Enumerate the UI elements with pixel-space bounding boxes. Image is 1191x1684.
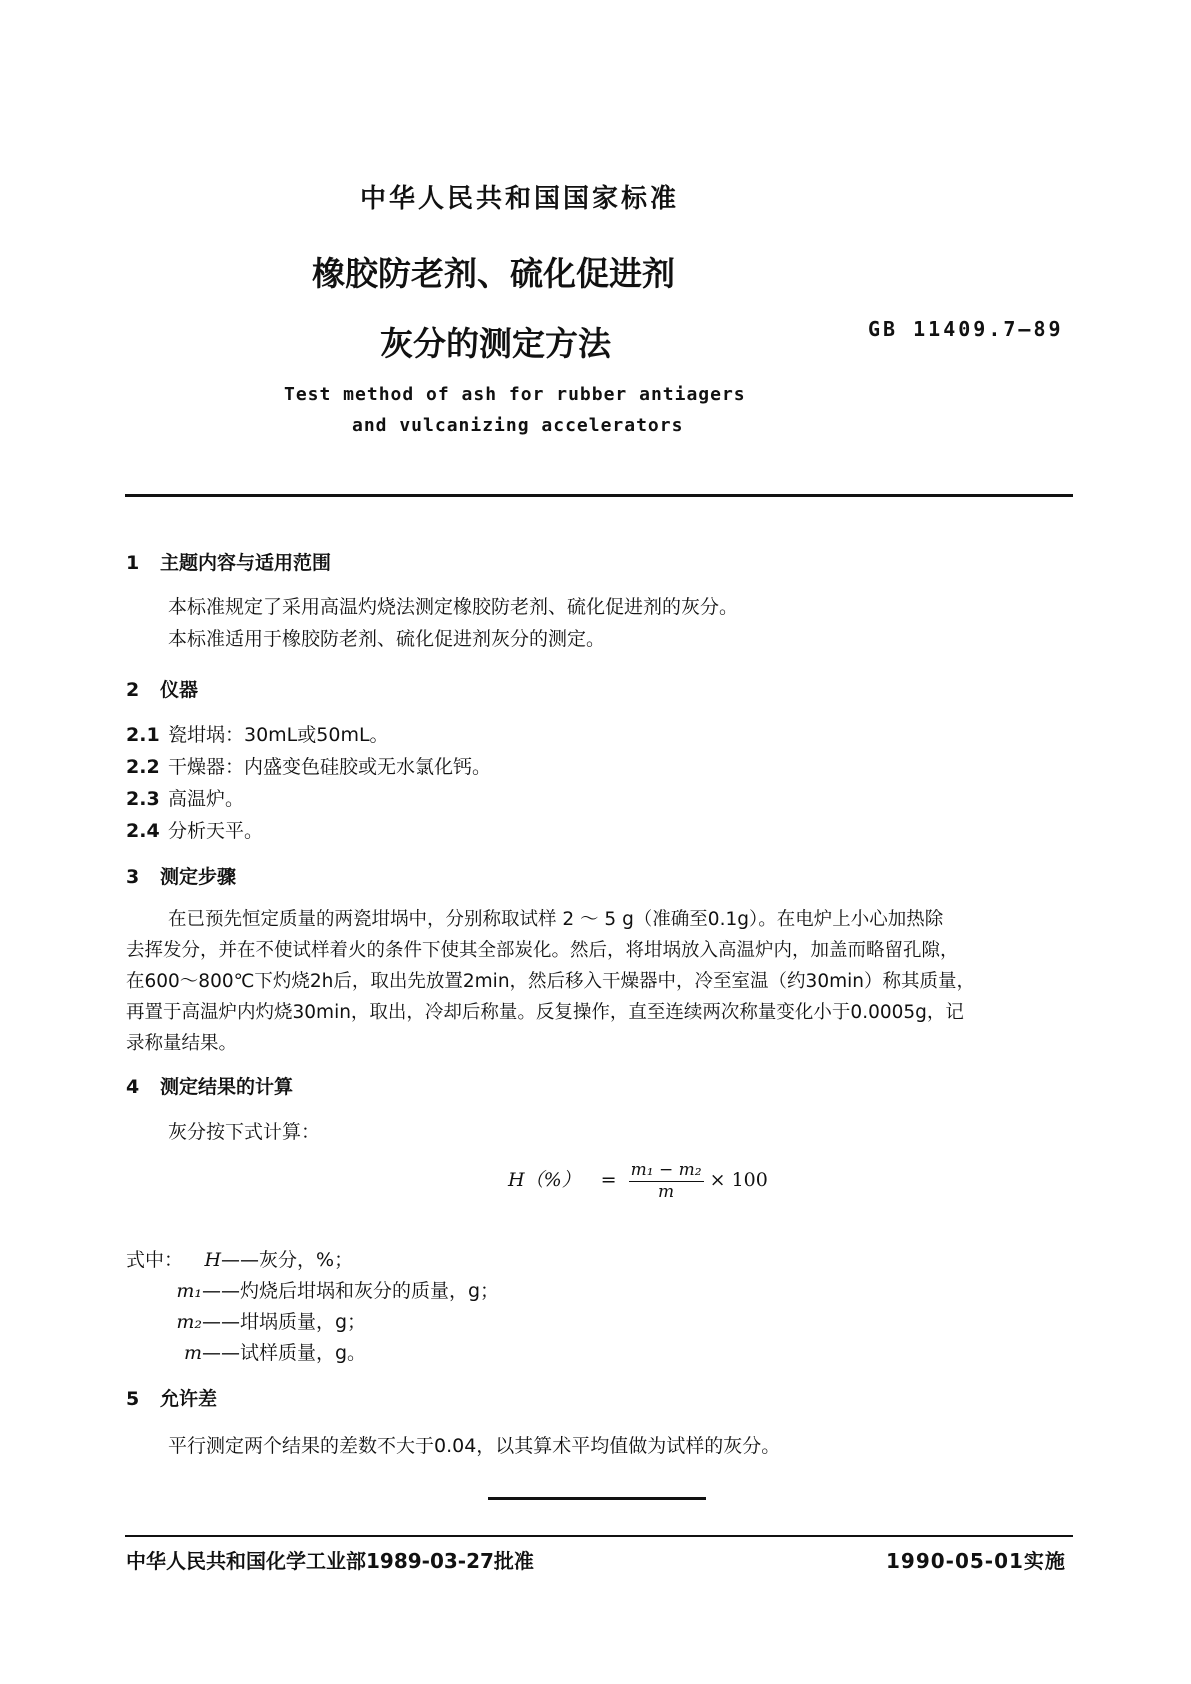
formula-numerator: m₁ − m₂ — [630, 1160, 702, 1180]
definition-symbol: m₂ — [176, 1311, 202, 1333]
item-number: 2.4 — [126, 820, 160, 842]
section-1-paragraph: 本标准适用于橡胶防老剂、硫化促进剂灰分的测定。 — [168, 628, 606, 650]
procedure-line: 在已预先恒定质量的两瓷坩埚中，分别称取试样 2 ～ 5 g（准确至0.1g）。在电炉上小心加热除 — [168, 909, 944, 930]
instrument-item — [126, 720, 389, 747]
title-cn-line2: 灰分的测定方法 — [380, 324, 611, 363]
formula-equals: = — [600, 1169, 617, 1191]
procedure-line: 再置于高温炉内灼烧30min，取出，冷却后称量。反复操作，直至连续两次称量变化小于0.0005g，记 — [126, 1002, 964, 1023]
section-title: 测定结果的计算 — [160, 1076, 294, 1098]
definition-text: 灼烧后坩埚和灰分的质量，g； — [240, 1280, 500, 1302]
section-title: 允许差 — [160, 1388, 218, 1410]
definition-text: 试样质量，g。 — [240, 1342, 367, 1364]
formula-lhs: H（%） — [508, 1169, 581, 1191]
procedure-line: 录称量结果。 — [126, 1033, 238, 1054]
title-en-line1: Test method of ash for rubber antiagers — [284, 384, 746, 405]
section-5-heading — [126, 1384, 217, 1411]
header-rule — [125, 494, 1073, 497]
end-rule — [488, 1497, 706, 1500]
definition-symbol: m — [183, 1342, 202, 1364]
item-text: 瓷坩埚：30mL或50mL。 — [168, 724, 389, 746]
national-standard-heading: 中华人民共和国国家标准 — [359, 184, 679, 214]
item-number: 2.1 — [126, 724, 160, 746]
calculation-intro: 灰分按下式计算： — [168, 1121, 321, 1143]
definition-text: 坩埚质量，g； — [240, 1311, 367, 1333]
approval-line: 中华人民共和国化学工业部1989-03-27批准 — [126, 1549, 534, 1573]
definition-row — [126, 1338, 366, 1365]
formula-multiplier: × 100 — [709, 1169, 768, 1191]
procedure-line: 在600～800℃下灼烧2h后，取出先放置2min，然后移入干燥器中，冷至室温（约30min）称其质量， — [126, 971, 975, 992]
procedure-line: 去挥发分，并在不使试样着火的条件下使其全部炭化。然后，将坩埚放入高温炉内，加盖而略留孔隙， — [126, 940, 959, 961]
item-text: 分析天平。 — [168, 820, 264, 842]
section-1-paragraph: 本标准规定了采用高温灼烧法测定橡胶防老剂、硫化促进剂的灰分。 — [168, 596, 739, 618]
item-text: 干燥器：内盛变色硅胶或无水氯化钙。 — [168, 756, 492, 778]
definition-symbol: m₁ — [176, 1280, 202, 1302]
definition-dash: —— — [202, 1342, 240, 1364]
title-en-line2: and vulcanizing accelerators — [352, 415, 684, 436]
section-number: 3 — [126, 866, 140, 888]
section-number: 5 — [126, 1388, 140, 1410]
item-number: 2.2 — [126, 756, 160, 778]
footer-rule — [125, 1535, 1073, 1537]
tolerance-paragraph: 平行测定两个结果的差数不大于0.04，以其算术平均值做为试样的灰分。 — [168, 1435, 781, 1457]
definition-text: 灰分，%； — [259, 1249, 354, 1271]
section-3-heading — [126, 862, 236, 889]
definition-dash: —— — [202, 1311, 240, 1333]
instrument-item — [126, 816, 263, 843]
section-1-heading — [126, 548, 331, 575]
title-cn-line1: 橡胶防老剂、硫化促进剂 — [312, 254, 675, 293]
formula-denominator: m — [658, 1182, 675, 1202]
definition-row — [126, 1307, 366, 1334]
definition-row — [126, 1276, 499, 1303]
instrument-item — [126, 752, 491, 779]
instrument-item — [126, 784, 244, 811]
item-number: 2.3 — [126, 788, 160, 810]
section-number: 4 — [126, 1076, 140, 1098]
section-title: 测定步骤 — [160, 866, 237, 888]
section-title: 仪器 — [160, 679, 199, 701]
section-number: 2 — [126, 679, 140, 701]
section-title: 主题内容与适用范围 — [160, 552, 332, 574]
implementation-line: 1990-05-01实施 — [886, 1549, 1066, 1573]
section-4-heading — [126, 1072, 293, 1099]
item-text: 高温炉。 — [168, 788, 245, 810]
section-number: 1 — [126, 552, 140, 574]
section-2-heading — [126, 675, 198, 702]
where-label-row — [126, 1245, 353, 1272]
ash-formula — [508, 1160, 768, 1202]
definition-dash: —— — [221, 1249, 260, 1271]
standard-code: GB 11409.7—89 — [868, 317, 1064, 341]
formula-fraction — [629, 1160, 704, 1202]
where-label: 式中： — [126, 1249, 184, 1271]
definition-dash: —— — [202, 1280, 240, 1302]
definition-symbol: H — [204, 1249, 222, 1271]
